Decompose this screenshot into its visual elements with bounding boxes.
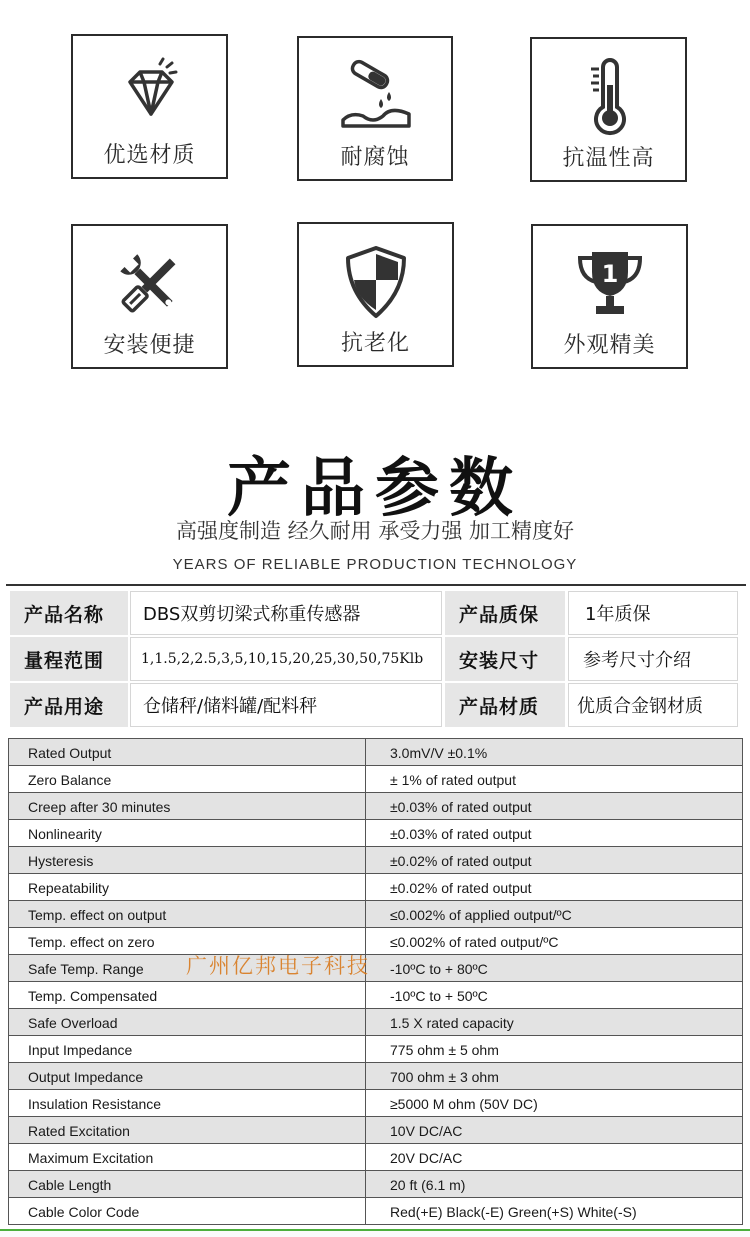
spec-value: ±0.02% of rated output: [366, 847, 743, 874]
corrosion-icon: [333, 54, 417, 138]
spec-value: -10ºC to + 80ºC: [366, 955, 743, 982]
spec-value: ±0.02% of rated output: [366, 874, 743, 901]
warranty-key: 产品质保: [445, 591, 565, 635]
table-row: [9, 1144, 743, 1171]
usage-value: 仓储秤/储料罐/配料秤: [130, 683, 442, 727]
feature-card-material: [71, 34, 228, 179]
product-info-grid: [10, 591, 738, 729]
spec-table: [8, 738, 743, 1225]
table-row: [9, 847, 743, 874]
table-row: [9, 739, 743, 766]
spec-value: ≤0.002% of rated output/ºC: [366, 928, 743, 955]
trophy-icon: [568, 242, 652, 326]
install-size-value: 参考尺寸介绍: [568, 637, 738, 681]
product-name-key: 产品名称: [10, 591, 128, 635]
spec-value: ±0.03% of rated output: [366, 793, 743, 820]
feature-label: 安装便捷: [103, 333, 196, 358]
info-row: [10, 591, 738, 637]
spec-value: 20V DC/AC: [366, 1144, 743, 1171]
section-subtitle: 高强度制造 经久耐用 承受力强 加工精度好: [175, 519, 575, 543]
spec-parameter: Cable Color Code: [9, 1198, 366, 1225]
table-row: [9, 955, 743, 982]
table-row: [9, 793, 743, 820]
material-key: 产品材质: [445, 683, 565, 727]
table-row: [9, 1063, 743, 1090]
warranty-value: 1年质保: [568, 591, 738, 635]
spec-parameter: Temp. Compensated: [9, 982, 366, 1009]
spec-parameter: Hysteresis: [9, 847, 366, 874]
table-row: [9, 1198, 743, 1225]
spec-value: 775 ohm ± 5 ohm: [366, 1036, 743, 1063]
spec-value: 20 ft (6.1 m): [366, 1171, 743, 1198]
diamond-icon: [108, 52, 192, 136]
spec-parameter: Safe Temp. Range: [9, 955, 366, 982]
spec-value: ± 1% of rated output: [366, 766, 743, 793]
feature-label: 抗老化: [340, 331, 410, 356]
section-english-subtitle: YEARS OF RELIABLE PRODUCTION TECHNOLOGY: [172, 556, 578, 573]
feature-label: 优选材质: [103, 143, 196, 168]
feature-card-appearance: [531, 224, 688, 369]
spec-parameter: Maximum Excitation: [9, 1144, 366, 1171]
info-row: [10, 683, 738, 729]
table-row: [9, 928, 743, 955]
table-row: [9, 1171, 743, 1198]
spec-value: -10ºC to + 50ºC: [366, 982, 743, 1009]
tools-icon: [108, 242, 192, 326]
table-row: [9, 1090, 743, 1117]
table-row: [9, 766, 743, 793]
product-name-value: DBS双剪切梁式称重传感器: [130, 591, 442, 635]
feature-label: 外观精美: [563, 333, 656, 358]
divider: [6, 584, 746, 586]
company-watermark: 广州亿邦电子科技: [186, 954, 370, 978]
table-row: [9, 901, 743, 928]
spec-parameter: Safe Overload: [9, 1009, 366, 1036]
spec-parameter: Temp. effect on output: [9, 901, 366, 928]
install-size-key: 安装尺寸: [445, 637, 565, 681]
spec-value: 3.0mV/V ±0.1%: [366, 739, 743, 766]
feature-card-corrosion: [297, 36, 453, 181]
info-row: [10, 637, 738, 683]
spec-parameter: Nonlinearity: [9, 820, 366, 847]
feature-card-antiaging: [297, 222, 454, 367]
usage-key: 产品用途: [10, 683, 128, 727]
spec-parameter: Cable Length: [9, 1171, 366, 1198]
spec-parameter: Zero Balance: [9, 766, 366, 793]
spec-value: ≥5000 M ohm (50V DC): [366, 1090, 743, 1117]
table-row: [9, 982, 743, 1009]
section-title: 产品参数: [227, 452, 523, 526]
spec-value: ≤0.002% of applied output/ºC: [366, 901, 743, 928]
table-row: [9, 1036, 743, 1063]
feature-label: 耐腐蚀: [340, 145, 410, 170]
thermometer-icon: [567, 55, 651, 139]
spec-parameter: Rated Output: [9, 739, 366, 766]
trophy-number: 1: [601, 260, 618, 288]
material-value: 优质合金钢材质: [568, 683, 738, 727]
range-value: 1,1.5,2,2.5,3,5,10,15,20,25,30,50,75Klb: [130, 637, 442, 681]
spec-parameter: Output Impedance: [9, 1063, 366, 1090]
shield-icon: [334, 240, 418, 324]
feature-card-temperature: [530, 37, 687, 182]
table-row: [9, 820, 743, 847]
bottom-accent-line: [0, 1229, 750, 1231]
spec-parameter: Repeatability: [9, 874, 366, 901]
feature-label: 抗温性高: [562, 146, 655, 171]
table-row: [9, 874, 743, 901]
spec-parameter: Insulation Resistance: [9, 1090, 366, 1117]
spec-parameter: Rated Excitation: [9, 1117, 366, 1144]
spec-parameter: Input Impedance: [9, 1036, 366, 1063]
feature-card-install: [71, 224, 228, 369]
spec-value: ±0.03% of rated output: [366, 820, 743, 847]
table-row: [9, 1117, 743, 1144]
spec-parameter: Temp. effect on zero: [9, 928, 366, 955]
range-key: 量程范围: [10, 637, 128, 681]
spec-value: 1.5 X rated capacity: [366, 1009, 743, 1036]
spec-value: 10V DC/AC: [366, 1117, 743, 1144]
table-row: [9, 1009, 743, 1036]
spec-parameter: Creep after 30 minutes: [9, 793, 366, 820]
spec-value: Red(+E) Black(-E) Green(+S) White(-S): [366, 1198, 743, 1225]
spec-value: 700 ohm ± 3 ohm: [366, 1063, 743, 1090]
